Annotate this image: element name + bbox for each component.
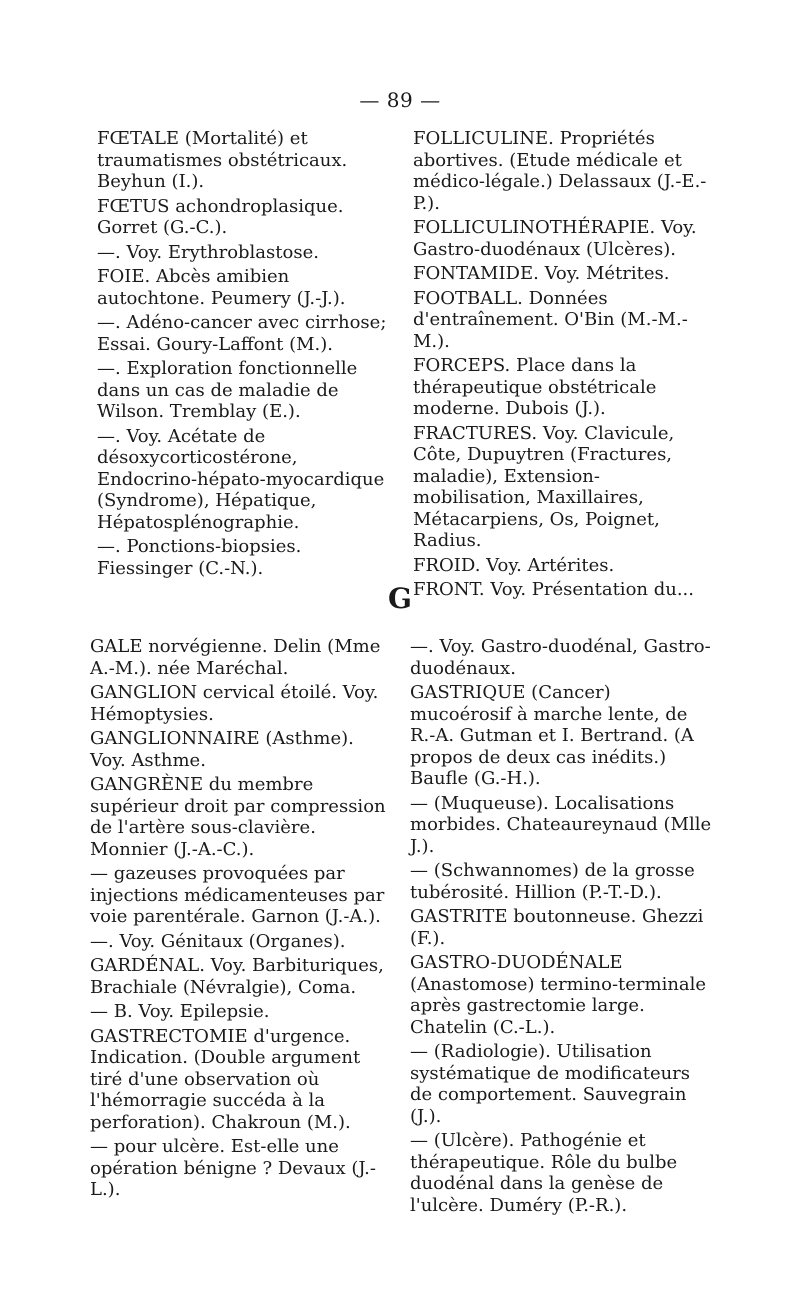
index-entry: FOIE. Abcès amibien autochtone. Peumery (J.-J.). [97, 266, 346, 309]
index-entry: FOOTBALL. Données d'entraînement. O'Bin (M.-M.-M.). [413, 287, 688, 352]
index-entry: — gazeuses provoquées par injections médicamenteuses par voie parentérale. Garnon (J.-A.). [90, 863, 385, 927]
index-entry: FŒTALE (Mortalité) et traumatismes obstétricaux. Beyhun (I.). [97, 128, 348, 192]
index-entry: —. Voy. Erythroblastose. [97, 241, 319, 263]
index-entry: FOLLICULINE. Propriétés abortives. (Etude médicale et médico-légale.) Delassaux (J.-E.-P.). [413, 128, 707, 214]
index-entry: GASTRITE boutonneuse. Ghezzi (F.). [410, 906, 704, 949]
column-top-right [413, 128, 713, 604]
index-entry: GASTRIQUE (Cancer) mucoérosif à marche lente, de R.-A. Gutman et I. Bertrand. (A propos de deux cas inédits.) Baufle (G.-H.). [410, 682, 694, 789]
index-entry: — (Ulcère). Pathogénie et thérapeutique. Rôle du bulbe duodénal dans la genèse de l'ulcère. Duméry (P.-R.). [410, 1130, 678, 1216]
index-entry: —. Voy. Gastro-duodénal, Gastro-duodénaux. [410, 636, 711, 679]
index-entry: — (Muqueuse). Localisations morbides. Chateaureynaud (Mlle J.). [410, 792, 712, 857]
index-entry: — B. Voy. Epilepsie. [90, 1001, 270, 1022]
index-entry: —. Exploration fonctionnelle dans un cas de maladie de Wilson. Tremblay (E.). [97, 358, 358, 422]
index-entry: FORCEPS. Place dans la thérapeutique obstétricale moderne. Dubois (J.). [413, 355, 657, 419]
index-entry: FONTAMIDE. Voy. Métrites. [413, 263, 670, 284]
column-bottom-left [90, 636, 392, 1204]
index-entry: —. Ponctions-biopsies. Fiessinger (C.-N.). [97, 536, 302, 579]
section-letter: G [388, 582, 412, 615]
index-entry: GANGLIONNAIRE (Asthme). Voy. Asthme. [90, 728, 354, 771]
index-entry: GASTRO-DUODÉNALE (Anastomose) termino-terminale après gastrectomie large. Chatelin (C.-L.). [410, 952, 707, 1038]
index-entry: GALE norvégienne. Delin (Mme A.-M.). née Maréchal. [90, 636, 381, 679]
index-entry: GANGRÈNE du membre supérieur droit par compression de l'artère sous-clavière. Monnier (J.-A.-C.). [90, 774, 386, 860]
index-entry: —. Voy. Génitaux (Organes). [90, 930, 346, 952]
index-entry: GANGLION cervical étoilé. Voy. Hémoptysies. [90, 682, 379, 725]
index-entry: GASTRECTOMIE d'urgence. Indication. (Double argument tiré d'une observation où l'hémorragie succéda à la perforation). Chakroun (M.). [90, 1025, 361, 1133]
column-top-left [97, 128, 397, 582]
index-entry: GARDÉNAL. Voy. Barbituriques, Brachiale (Névralgie), Coma. [90, 955, 384, 998]
index-entry: FŒTUS achondroplasique. Gorret (G.-C.). [97, 195, 344, 238]
index-entry: FROID. Voy. Artérites. [413, 554, 615, 576]
index-entry: — (Radiologie). Utilisation systématique de modificateurs de comportement. Sauvegrain (J.). [410, 1041, 691, 1127]
column-bottom-right [410, 636, 716, 1219]
index-entry: FRONT. Voy. Présentation du... [413, 579, 694, 600]
index-entry: —. Adéno-cancer avec cirrhose; Essai. Goury-Laffont (M.). [97, 312, 387, 355]
index-entry: — (Schwannomes) de la grosse tubérosité. Hillion (P.-T.-D.). [410, 860, 695, 903]
index-entry: FOLLICULINOTHÉRAPIE. Voy. Gastro-duodénaux (Ulcères). [413, 217, 697, 260]
index-entry: —. Voy. Acétate de désoxycorticostérone, Endocrino-hépato-myocardique (Syndrome), Hépatique, Hépatosplénographie. [97, 425, 385, 533]
index-entry: — pour ulcère. Est-elle une opération bénigne ? Devaux (J.-L.). [90, 1136, 376, 1200]
page-number: — 89 — [359, 88, 441, 112]
index-entry: FRACTURES. Voy. Clavicule, Côte, Dupuytren (Fractures, maladie), Extension-mobilisation, Maxillaires, Métacarpiens, Os, Poignet, Radius. [413, 422, 675, 551]
